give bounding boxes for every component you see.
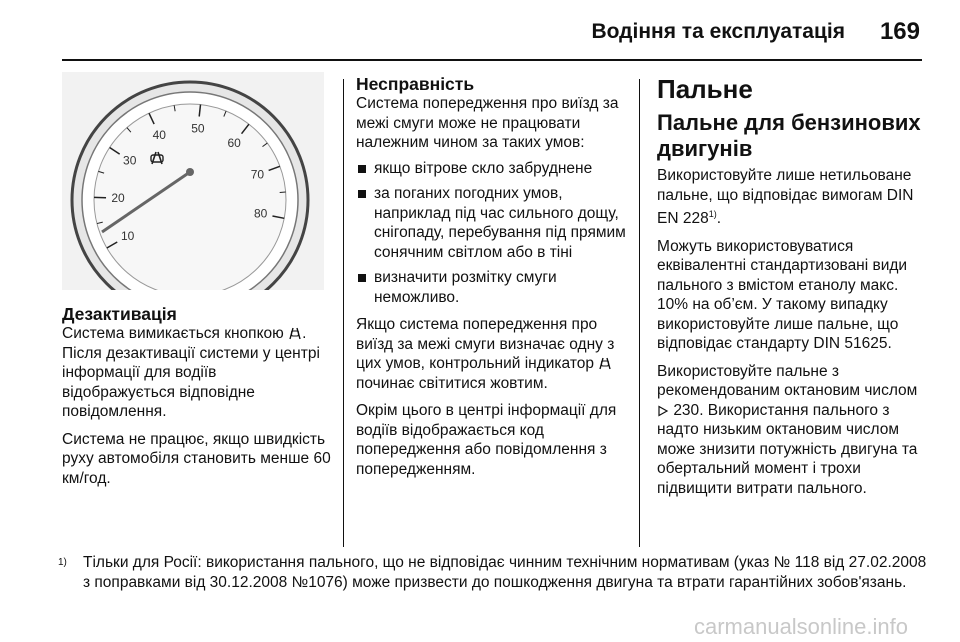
footnote-reference[interactable]: 1): [708, 209, 717, 219]
watermark: carmanualsonline.info: [693, 614, 908, 639]
paragraph-text: . Використання пального з надто низьким октановим числом може знизити потужність двигуна та обертальний момент і трохи підвищити витрати пального.: [657, 401, 918, 497]
list-item: якщо вітрове скло забруднене: [356, 159, 626, 179]
speedometer-tick-label: 50: [191, 121, 205, 136]
lane-assist-indicator-icon: [598, 356, 612, 370]
page-number: 169: [879, 18, 920, 45]
paragraph-malfunction-3: Окрім цього в центрі інформації для водіїв відображається код попередження або повідомлення з попередженням.: [356, 402, 617, 478]
speedometer-minor-tick: [280, 192, 286, 193]
speedometer-tick-label: 70: [250, 167, 265, 182]
section-heading-malfunction: Несправність: [356, 74, 475, 94]
speedometer-tick-label: 60: [227, 136, 241, 151]
lane-assist-button-icon: [288, 326, 302, 340]
speedometer-tick-label: 30: [123, 153, 137, 168]
column-divider-2: [639, 79, 640, 547]
bullet-square-icon: [358, 190, 366, 198]
paragraph-fuel-1: Використовуйте лише нетильоване пальне, що відповідає вимогам DIN EN 228$^{1)}$.: [657, 167, 914, 227]
paragraph-text: Система вимикається кнопкою: [62, 325, 284, 342]
paragraph-fuel-3: [657, 362, 927, 499]
column-deactivation: [62, 72, 332, 496]
paragraph-text: Використовуйте лише нетильоване пальне, що відповідає вимогам DIN EN 228: [657, 167, 914, 227]
speedometer-illustration: [62, 72, 324, 290]
footnote-text: Тільки для Росії: використання пального, що не відповідає чинним технічним нормативам (указ № 118 від 27.02.2008 з поправками від 30.12.2008 №1076) може призвести до пошкодження двигуна та втрати гарантійних зобов'язань.: [83, 554, 927, 591]
column-malfunction: [356, 74, 626, 487]
paragraph-text: . Після дезактивації системи у центрі інформації для водіїв відображується відповідне повідомлення.: [62, 325, 320, 420]
paragraph-deactivation-1: [62, 324, 332, 422]
speedometer-figure: [62, 72, 324, 290]
paragraph-text: Використовуйте пальне з рекомендованим октановим числом: [657, 362, 918, 399]
paragraph-text: починає світитися жовтим.: [356, 374, 548, 392]
paragraph-malfunction-2: [356, 315, 626, 393]
footnote: [58, 553, 930, 592]
section-heading-petrol-fuel: Пальне для бензинових двигунів: [657, 110, 921, 161]
page-reference-arrow-icon: [657, 405, 669, 417]
header-title: Водіння та експлуатація: [591, 20, 845, 43]
section-heading-deactivation: Дезактивація: [62, 304, 177, 324]
list-item: визначити розмітку смуги неможливо.: [356, 268, 626, 307]
speedometer-tick-label: 20: [111, 191, 125, 206]
page-reference-link[interactable]: 230: [673, 401, 700, 419]
conditions-list: [356, 159, 626, 308]
header-rule: [62, 59, 922, 61]
paragraph-fuel-2: Можуть використовуватися еквівалентні стандартизовані види пального з вмістом етанолу макс. 10% на об’єм. У такому випадку використовуйте лише пальне, що відповідає стандарту DIN 51625.: [657, 237, 908, 352]
footnote-marker: 1): [58, 557, 67, 568]
bullet-square-icon: [358, 274, 366, 282]
section-title-fuel: Пальне: [657, 74, 753, 104]
list-item: за поганих погодних умов, наприклад під час сильного дощу, снігопаду, перебування під прямим сонячним світлом або в тіні: [356, 184, 626, 262]
speedometer-tick-label: 80: [253, 206, 268, 221]
speedometer-tick-label: 10: [120, 229, 135, 243]
column-divider-1: [343, 79, 344, 547]
paragraph-malfunction-intro: Система попередження про виїзд за межі смуги може не працювати належним чином за таких умов:: [356, 95, 619, 151]
page-header: [0, 12, 960, 45]
speedometer-tick-label: 40: [152, 127, 166, 142]
bullet-square-icon: [358, 165, 366, 173]
column-fuel: [657, 74, 927, 506]
paragraph-deactivation-2: Система не працює, якщо швидкість руху автомобіля становить менше 60 км/год.: [62, 430, 331, 487]
paragraph-text: Якщо система попередження про виїзд за межі смуги визначає одну з цих умов, контрольний індикатор: [356, 316, 615, 372]
